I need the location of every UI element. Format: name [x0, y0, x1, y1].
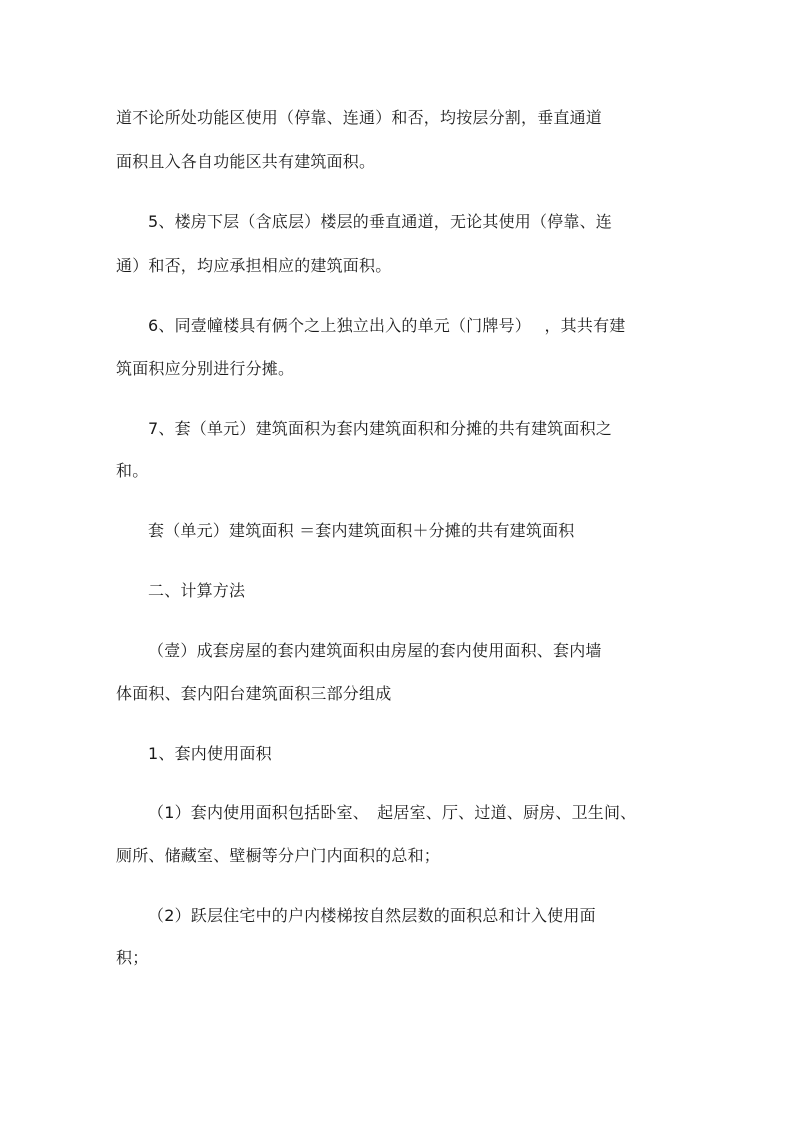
paragraph-line: 厕所、储藏室、壁橱等分户门内面积的总和； [116, 846, 441, 865]
paragraph-line: 积； [116, 948, 149, 967]
paragraph-line: 面积且入各自功能区共有建筑面积。 [116, 152, 376, 171]
paragraph-line: 7、套（单元）建筑面积为套内建筑面积和分摊的共有建筑面积之 [148, 419, 612, 438]
paragraph-line: 体面积、套内阳台建筑面积三部分组成 [116, 684, 392, 703]
paragraph-line: （1）套内使用面积包括卧室、 起居室、厅、过道、厨房、卫生间、 [148, 803, 637, 822]
paragraph-line: 通）和否，均应承担相应的建筑面积。 [116, 256, 392, 275]
paragraph-line: 5、楼房下层（含底层）楼层的垂直通道，无论其使用（停靠、连 [148, 212, 612, 231]
section-heading: 二、计算方法 [148, 581, 246, 600]
paragraph-line: 和。 [116, 461, 149, 480]
paragraph-line: 6、同壹幢楼具有俩个之上独立出入的单元（门牌号） ，其共有建 [148, 316, 626, 335]
subsection-heading: 1、套内使用面积 [148, 744, 272, 763]
paragraph-line: （2）跃层住宅中的户内楼梯按自然层数的面积总和计入使用面 [148, 906, 596, 925]
paragraph-line: 道不论所处功能区使用（停靠、连通）和否，均按层分割，垂直通道 [116, 108, 603, 127]
formula-line: 套（单元）建筑面积 ＝套内建筑面积＋分摊的共有建筑面积 [148, 521, 575, 540]
paragraph-line: 筑面积应分别进行分摊。 [116, 359, 295, 378]
paragraph-line: （壹）成套房屋的套内建筑面积由房屋的套内使用面积、套内墙 [148, 641, 602, 660]
